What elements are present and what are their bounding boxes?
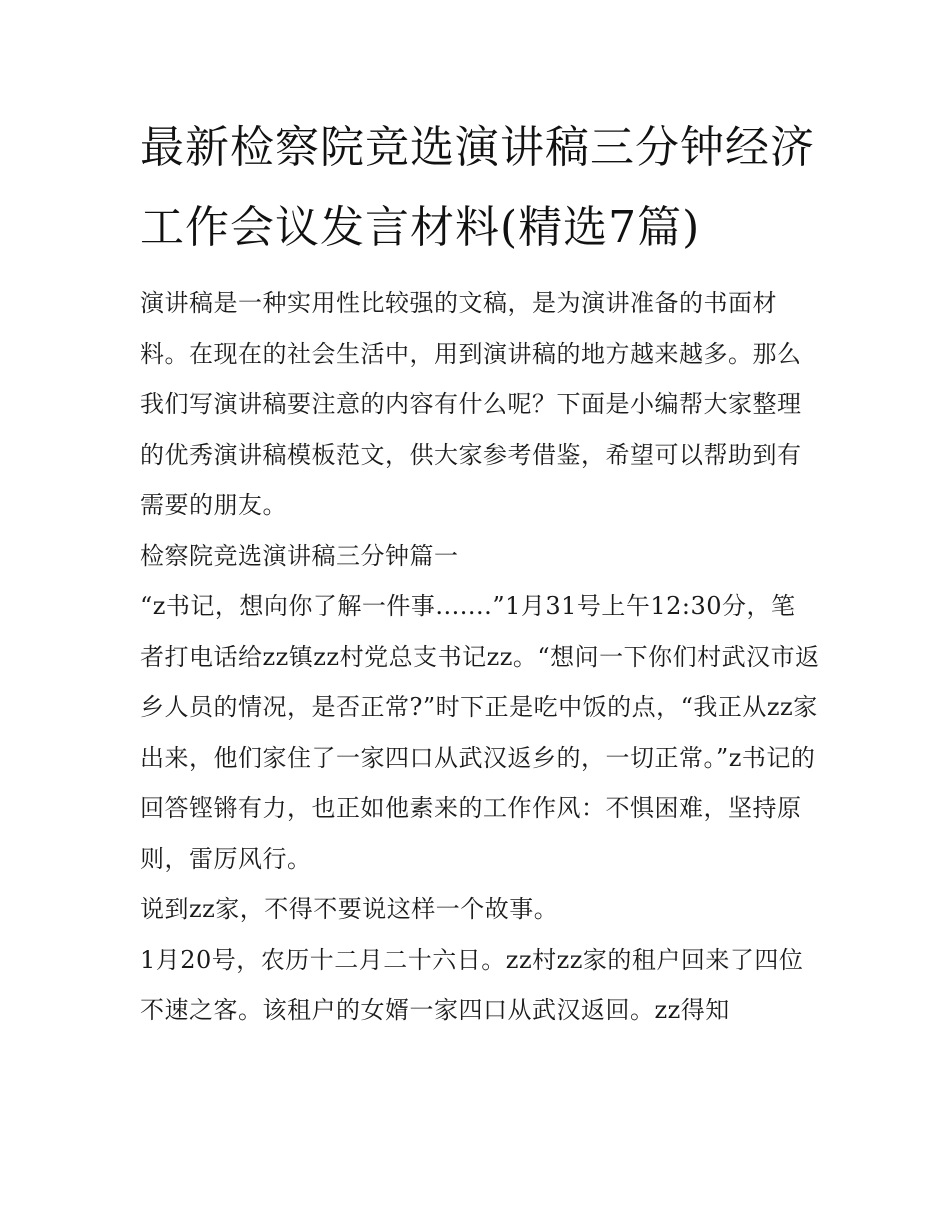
section-heading: 检察院竞选演讲稿三分钟篇一	[140, 541, 459, 570]
document-page	[140, 108, 820, 1036]
document-title: 最新检察院竞选演讲稿三分钟经济工作会议发言材料(精选7篇)	[140, 122, 815, 253]
body-paragraph: “z书记，想向你了解一件事.......”1月31号上午12:30分，笔者打电话给zz镇zz村党总支书记zz。“想问一下你们村武汉市返乡人员的情况，是否正常?”时下正是吃中饭的点，“我正从zz家出来，他们家住了一家四口从武汉返乡的，一切正常。”z书记的回答铿锵有力，也正如他素来的工作作风：不惧困难，坚持原则，雷厉风行。	[140, 592, 820, 873]
body-paragraph: 1月20号，农历十二月二十六日。zz村zz家的租户回来了四位不速之客。该租户的女婿一家四口从武汉返回。zz得知	[140, 945, 804, 1024]
intro-paragraph: 演讲稿是一种实用性比较强的文稿，是为演讲准备的书面材料。在现在的社会生活中，用到演讲稿的地方越来越多。那么我们写演讲稿要注意的内容有什么呢？下面是小编帮大家整理的优秀演讲稿模板范文，供大家参考借鉴，希望可以帮助到有需要的朋友。	[140, 289, 802, 519]
body-paragraph: 说到zz家，不得不要说这样一个故事。	[140, 895, 559, 923]
